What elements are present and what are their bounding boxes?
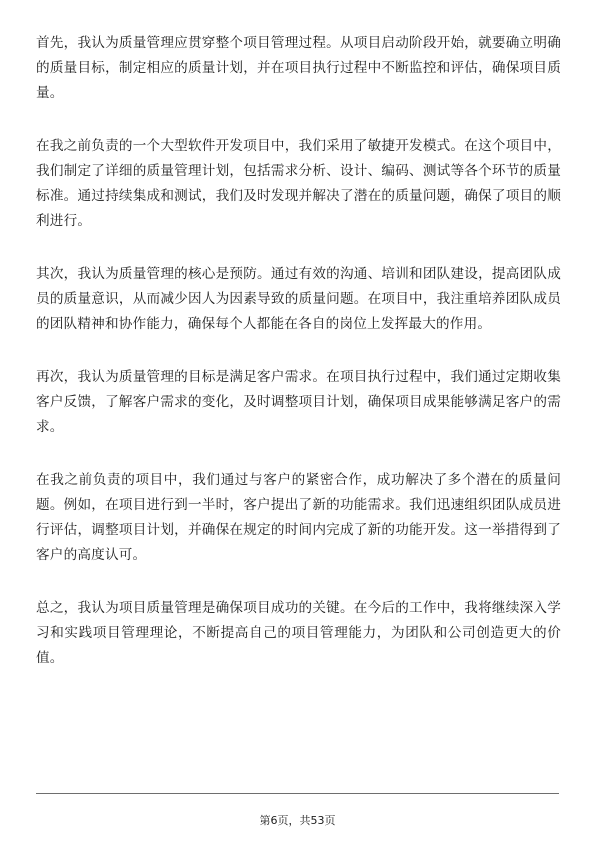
footer-divider [36, 793, 559, 794]
paragraph-1: 首先，我认为质量管理应贯穿整个项目管理过程。从项目启动阶段开始，就要确立明确的质量目标，制定相应的质量计划，并在项目执行过程中不断监控和评估，确保项目质量。 [36, 35, 561, 101]
paragraph-2: 在我之前负责的一个大型软件开发项目中，我们采用了敏捷开发模式。在这个项目中，我们制定了详细的质量管理计划，包括需求分析、设计、编码、测试等各个环节的质量标准。通过持续集成和测试，我们及时发现并解决了潜在的质量问题，确保了项目的顺利进行。 [36, 138, 561, 229]
paragraph-5: 在我之前负责的项目中，我们通过与客户的紧密合作，成功解决了多个潜在的质量问题。例如，在项目进行到一半时，客户提出了新的功能需求。我们迅速组织团队成员进行评估，调整项目计划，并确保在规定的时间内完成了新的功能开发。这一举措得到了客户的高度认可。 [36, 472, 561, 563]
page-number: 第6页，共53页 [259, 814, 336, 827]
paragraph-3: 其次，我认为质量管理的核心是预防。通过有效的沟通、培训和团队建设，提高团队成员的质量意识，从而减少因人为因素导致的质量问题。在项目中，我注重培养团队成员的团队精神和协作能力，确保每个人都能在各自的岗位上发挥最大的作用。 [36, 266, 561, 332]
paragraph-4: 再次，我认为质量管理的目标是满足客户需求。在项目执行过程中，我们通过定期收集客户反馈，了解客户需求的变化，及时调整项目计划，确保项目成果能够满足客户的需求。 [36, 369, 561, 435]
paragraph-6: 总之，我认为项目质量管理是确保项目成功的关键。在今后的工作中，我将继续深入学习和实践项目管理理论，不断提高自己的项目管理能力，为团队和公司创造更大的价值。 [36, 600, 561, 666]
document-body [36, 31, 561, 671]
